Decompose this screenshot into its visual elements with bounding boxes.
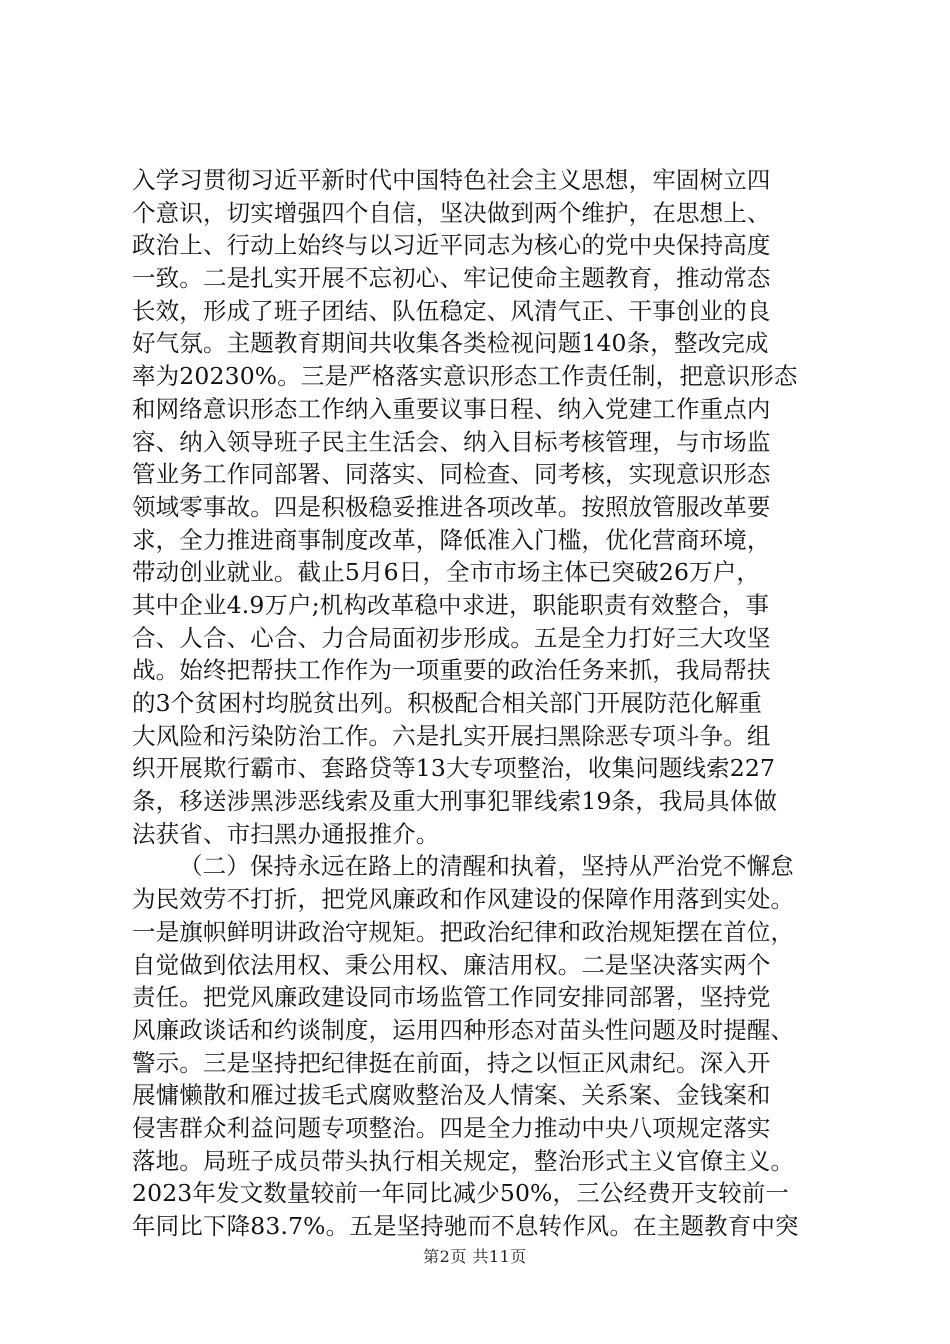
text-line: 和网络意识形态工作纳入重要议事日程、纳入党建工作重点内 — [132, 394, 771, 423]
text-line: 合、人合、心合、力合局面初步形成。五是全力打好三大攻坚 — [132, 623, 771, 652]
text-line: 个意识，切实增强四个自信，坚决做到两个维护，在思想上、 — [132, 198, 771, 227]
text-line: 好气氛。主题教育期间共收集各类检视问题140条，整改完成 — [132, 329, 769, 358]
text-line: 的3个贫困村均脱贫出列。积极配合相关部门开展防范化解重 — [132, 689, 763, 717]
text-line: 展慵懒散和雁过拔毛式腐败整治及人情案、关系案、金钱案和 — [132, 1081, 771, 1110]
text-line: 入学习贯彻习近平新时代中国特色社会主义思想，牢固树立四 — [132, 166, 771, 194]
text-line: 织开展欺行霸市、套路贷等13大专项整治，收集问题线索227 — [132, 754, 776, 783]
text-line: 其中企业4.9万户;机构改革稳中求进，职能职责有效整合，事 — [132, 590, 770, 619]
text-line: 自觉做到依法用权、秉公用权、廉洁用权。二是坚决落实两个 — [132, 950, 771, 979]
text-line: 2023年发文数量较前一年同比减少50%，三公经费开支较前一 — [132, 1179, 790, 1208]
text-line: 责任。把党风廉政建设同市场监管工作同安排同部署，坚持党 — [132, 983, 771, 1012]
page-number-footer: 第2页 共11页 — [423, 1247, 527, 1266]
text-line: 战。始终把帮扶工作作为一项重要的政治任务来抓，我局帮扶 — [132, 656, 771, 685]
text-line: 容、纳入领导班子民主生活会、纳入目标考核管理，与市场监 — [132, 427, 771, 456]
text-line: 一致。二是扎实开展不忘初心、牢记使命主题教育，推动常态 — [132, 264, 771, 293]
text-line: 管业务工作同部署、同落实、同检查、同考核，实现意识形态 — [132, 460, 771, 489]
text-line: 一是旗帜鲜明讲政治守规矩。把政治纪律和政治规矩摆在首位， — [132, 917, 795, 946]
text-line: 侵害群众利益问题专项整治。四是全力推动中央八项规定落实 — [132, 1113, 771, 1142]
text-line: 风廉政谈话和约谈制度，运用四种形态对苗头性问题及时提醒、 — [132, 1015, 795, 1044]
text-line: 领域零事故。四是积极稳妥推进各项改革。按照放管服改革要 — [132, 492, 771, 521]
text-line: 长效，形成了班子团结、队伍稳定、风清气正、干事创业的良 — [132, 296, 771, 325]
text-line: 法获省、市扫黑办通报推介。 — [132, 819, 440, 848]
text-line: 为民效劳不打折，把党风廉政和作风建设的保障作用落到实处。 — [132, 885, 795, 914]
text-line: 年同比下降83.7%。五是坚持驰而不息转作风。在主题教育中突 — [132, 1212, 799, 1240]
text-line: 求，全力推进商事制度改革，降低准入门槛，优化营商环境， — [132, 525, 771, 554]
text-line: 落地。局班子成员带头执行相关规定，整治形式主义官僚主义。 — [132, 1146, 795, 1175]
text-line: 大风险和污染防治工作。六是扎实开展扫黑除恶专项斗争。组 — [132, 721, 771, 750]
text-line: 政治上、行动上始终与以习近平同志为核心的党中央保持高度 — [132, 231, 771, 260]
text-line: 警示。三是坚持把纪律挺在前面，持之以恒正风肃纪。深入开 — [132, 1048, 771, 1077]
text-line: 条，移送涉黑涉恶线索及重大刑事犯罪线索19条，我局具体做 — [132, 787, 778, 816]
text-line: 带动创业就业。截止5月6日，全市市场主体已突破26万户， — [132, 558, 761, 587]
paragraph-start-line: （二）保持永远在路上的清醒和执着，坚持从严治党不懈怠 — [179, 852, 794, 881]
body-text — [132, 164, 832, 1243]
text-line: 率为20230%。三是严格落实意识形态工作责任制，把意识形态 — [132, 362, 798, 391]
